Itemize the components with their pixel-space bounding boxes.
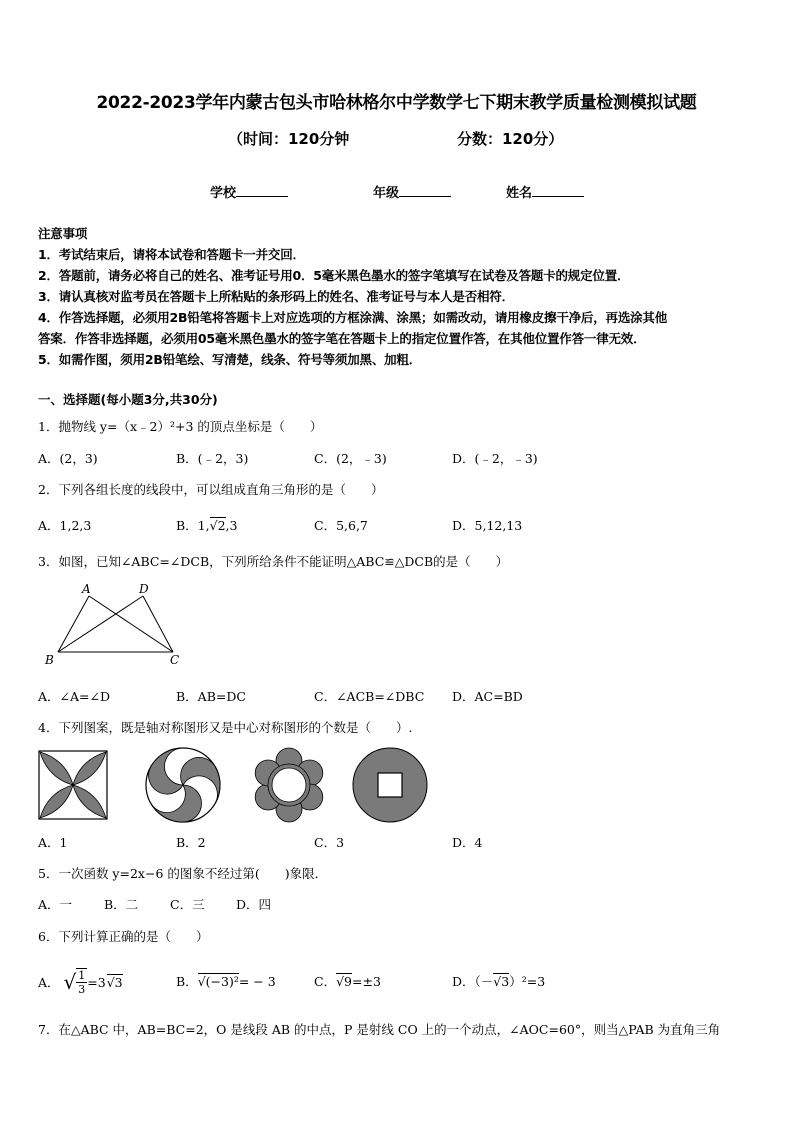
q4-option-a: A．1: [38, 835, 68, 850]
notice-item: 4．作答选择题，必须用2B铅笔将答题卡上对应选项的方框涂满、涂黑；如需改动，请用橡皮擦干净后，再选涂其他: [38, 310, 668, 325]
grade-field: [373, 182, 451, 201]
q6-option-a-sqrt3: √3: [106, 975, 123, 990]
q6-option-c-prefix: C．: [314, 974, 337, 989]
q4-figure-coin: [351, 746, 429, 824]
coin-square-hole: [378, 773, 402, 797]
page-title: 2022-2023学年内蒙古包头市哈林格尔中学数学七下期末教学质量检测模拟试题: [96, 93, 697, 113]
school-blank: [236, 184, 288, 197]
q6-option-d-result: ）²=3: [509, 974, 546, 989]
label-a: A: [82, 582, 91, 596]
segment-dc: [143, 596, 173, 652]
q2-option-b: [176, 516, 237, 534]
q4-stem: 4．下列图案，既是轴对称图形又是中心对称图形的个数是（ ）.: [38, 720, 413, 735]
label-d: D: [139, 582, 149, 596]
grade-label: 年级: [373, 186, 400, 201]
q6-option-d: [452, 972, 545, 990]
q6-option-b-prefix: B．: [176, 974, 198, 989]
q6-option-b: [176, 972, 276, 990]
q3-option-a: A．∠A=∠D: [38, 689, 110, 704]
school-field: [210, 182, 288, 201]
notice-item: 3．请认真核对监考员在答题卡上所粘贴的条形码上的姓名、准考证号与本人是否相符．: [38, 289, 514, 304]
q6-option-a-prefix: A．: [38, 975, 60, 990]
q6-option-c-result: =±3: [352, 974, 381, 989]
q4-figure-swirl-circle: [144, 746, 222, 824]
q6-option-b-sqrt: √(−3)²: [197, 974, 239, 989]
q4-option-b: B．2: [176, 835, 206, 850]
q1-option-c: C．(2，﹣3): [314, 451, 387, 466]
fraction-denominator: 3: [78, 983, 86, 996]
sqrt-sign: √: [63, 970, 77, 994]
q6-option-b-result: = − 3: [238, 974, 276, 989]
q5-option-d: D．四: [236, 897, 272, 912]
q2-option-c: C．5,6,7: [314, 518, 368, 533]
q1-option-a: A．(2，3): [38, 451, 98, 466]
q1-stem: 1．抛物线 y=（x﹣2）²+3 的顶点坐标是（ ）: [38, 419, 323, 434]
segment-ab: [58, 596, 89, 652]
q2-option-b-suffix: ,3: [225, 518, 238, 533]
q4-figure-flower: [250, 746, 328, 824]
q2-option-b-sqrt: √2: [209, 518, 226, 533]
q2-option-a: A．1,2,3: [38, 518, 92, 533]
q7-stem: 7．在△ABC 中，AB=BC=2，O 是线段 AB 的中点，P 是射线 CO 上的一个动点，∠AOC=60°，则当△PAB 为直角三角: [38, 1022, 721, 1037]
petal: [40, 785, 73, 818]
q5-stem: 5．一次函数 y=2x−6 的图象不经过第( )象限．: [38, 866, 328, 881]
q5-option-a: A．一: [38, 897, 73, 912]
q3-option-c: C．∠ACB=∠DBC: [314, 689, 425, 704]
q3-triangle-figure: [40, 582, 190, 668]
flower-center: [272, 768, 306, 802]
notice-item: 1．考试结束后，请将本试卷和答题卡一并交回．: [38, 247, 305, 262]
q2-option-b-prefix: B．1,: [176, 518, 210, 533]
q3-option-b: B．AB=DC: [176, 689, 246, 704]
q6-option-d-prefix: D．（－: [452, 974, 494, 989]
q6-option-c-sqrt: √9: [336, 974, 352, 989]
school-label: 学校: [210, 186, 237, 201]
q1-option-b: B．(﹣2，3): [176, 451, 249, 466]
notice-item: 2．答题前，请务必将自己的姓名、准考证号用0．5毫米黑色墨水的签字笔填写在试卷及答题卡的规定位置．: [38, 268, 630, 283]
name-label: 姓名: [506, 186, 533, 201]
q4-option-d: D．4: [452, 835, 483, 850]
petal: [73, 785, 106, 818]
notice-heading: 注意事项: [38, 226, 88, 241]
fraction-numerator: 1: [78, 969, 86, 982]
q5-option-b: B．二: [104, 897, 139, 912]
q6-option-a: [38, 960, 123, 1004]
section-heading: 一、选择题(每小题3分,共30分): [38, 392, 218, 407]
exam-score: 分数：120分）: [457, 130, 564, 148]
q6-option-d-sqrt: √3: [493, 974, 510, 989]
q4-figure-petal-square: [38, 750, 108, 820]
name-field: [506, 182, 584, 201]
label-b: B: [45, 653, 54, 667]
q4-option-c: C．3: [314, 835, 345, 850]
notice-item: 5．如需作图，须用2B铅笔绘、写清楚，线条、符号等须加黑、加粗．: [38, 352, 422, 367]
q6-option-a-eq: =3: [87, 974, 106, 990]
q6-option-a-fraction: [76, 968, 87, 996]
notice-item: 答案．作答非选择题，必须用05毫米黑色墨水的签字笔在答题卡上的指定位置作答，在其他位置作答一律无效．: [38, 331, 646, 346]
name-blank: [532, 184, 584, 197]
q3-stem: 3．如图，已知∠ABC=∠DCB，下列所给条件不能证明△ABC≌△DCB的是（ ）: [38, 554, 509, 569]
petal: [40, 752, 73, 785]
q6-option-c: [314, 972, 381, 990]
grade-blank: [399, 184, 451, 197]
q5-option-c: C．三: [170, 897, 205, 912]
label-c: C: [170, 653, 180, 667]
petal: [73, 752, 106, 785]
q2-option-d: D．5,12,13: [452, 518, 523, 533]
q3-option-d: D．AC=BD: [452, 689, 523, 704]
exam-time: （时间：120分钟: [228, 130, 350, 148]
q2-stem: 2．下列各组长度的线段中，可以组成直角三角形的是（ ）: [38, 482, 384, 497]
q6-stem: 6．下列计算正确的是（ ）: [38, 929, 209, 944]
q1-option-d: D．(﹣2，﹣3): [452, 451, 538, 466]
